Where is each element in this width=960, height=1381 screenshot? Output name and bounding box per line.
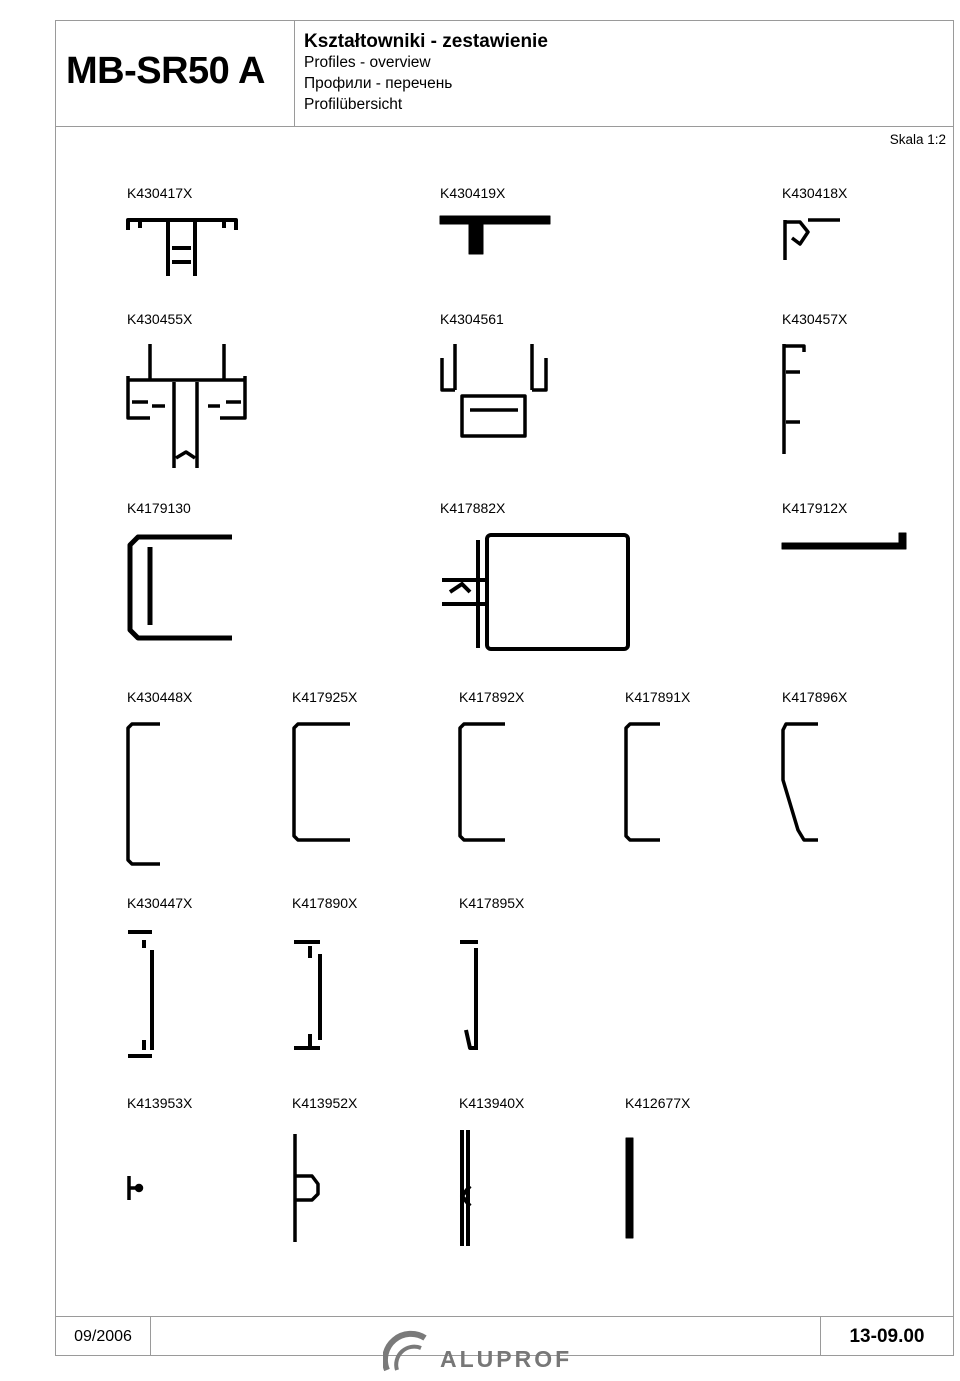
profile-code: K413952X	[292, 1095, 358, 1111]
profile-code: K430447X	[127, 895, 193, 911]
profile-code: K430418X	[782, 185, 848, 201]
profile-code: K417890X	[292, 895, 358, 911]
profile-code: K413953X	[127, 1095, 193, 1111]
profile-drawing-k417895x	[460, 942, 478, 1048]
profile-drawing-k4304561	[442, 344, 546, 436]
profile-code: K417891X	[625, 689, 691, 705]
document-number: 13-09.00	[820, 1316, 954, 1356]
profile-code: K430457X	[782, 311, 848, 327]
profile-drawing-k413953x	[129, 1176, 142, 1200]
profile-code: K417896X	[782, 689, 848, 705]
profile-code: K417925X	[292, 689, 358, 705]
model-title: MB-SR50 A	[66, 50, 265, 92]
date-box: 09/2006	[55, 1316, 151, 1356]
title-english: Profiles - overview	[304, 54, 431, 71]
profile-code: K417895X	[459, 895, 525, 911]
profile-drawing-k413952x	[295, 1134, 318, 1242]
profile-drawing-k417892x	[460, 724, 505, 840]
title-polish: Kształtowniki - zestawienie	[304, 31, 548, 52]
profile-code: K4304561	[440, 311, 504, 327]
profile-code: K413940X	[459, 1095, 525, 1111]
profile-drawing-k417912x	[782, 533, 906, 549]
profile-drawing-k417896x	[783, 724, 818, 840]
profile-drawing-k430419x	[440, 216, 550, 224]
profile-drawing-k430457x	[784, 344, 804, 454]
profile-code: K430448X	[127, 689, 193, 705]
title-german: Profilübersicht	[304, 96, 403, 113]
scale-label: Skala 1:2	[889, 132, 946, 147]
profile-code: K412677X	[625, 1095, 691, 1111]
profile-code: K430419X	[440, 185, 506, 201]
profile-code: K430417X	[127, 185, 193, 201]
profile-drawing-k4179130	[130, 537, 232, 638]
profile-drawing-k417882x	[442, 535, 628, 649]
profile-drawing-k430448x	[128, 724, 160, 864]
aluprof-logo-icon	[383, 1330, 443, 1374]
title-russian: Профили - перечень	[304, 75, 453, 92]
profile-drawing-k430447x	[128, 932, 152, 1056]
profile-drawing-k417890x	[294, 942, 320, 1048]
profile-code: K4179130	[127, 500, 191, 516]
profile-drawing-k417925x	[294, 724, 350, 840]
profile-code: K417882X	[440, 500, 506, 516]
profile-drawing-k412677x	[626, 1138, 633, 1238]
profile-drawing-k430418x	[785, 220, 840, 260]
profile-drawing-k417891x	[626, 724, 660, 840]
profile-drawing-k430417x	[128, 220, 236, 276]
profile-code: K417912X	[782, 500, 848, 516]
brand-name: ALUPROF	[440, 1346, 573, 1372]
profile-code: K430455X	[127, 311, 193, 327]
profile-drawing-k413940x	[462, 1130, 470, 1246]
profile-drawing-k430455x	[128, 344, 245, 468]
profile-code: K417892X	[459, 689, 525, 705]
